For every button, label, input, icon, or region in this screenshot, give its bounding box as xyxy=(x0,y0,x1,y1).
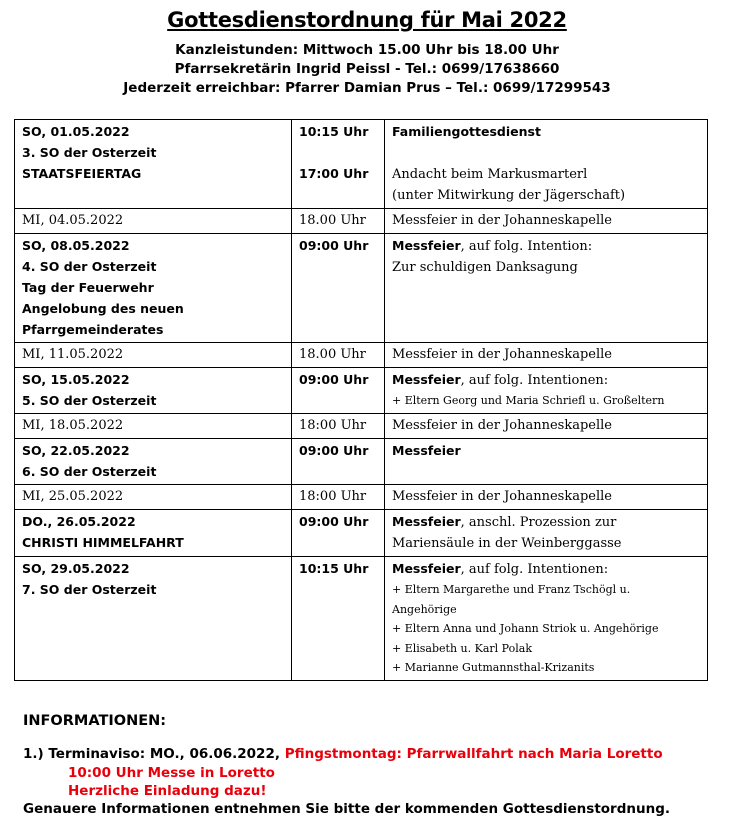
event-line: Messfeier in der Johanneskapelle xyxy=(392,347,612,362)
event-title: Messfeier xyxy=(392,238,461,253)
date-cell xyxy=(15,485,292,510)
event-cell xyxy=(385,414,708,439)
info-red-line-2: 10:00 Uhr Messe in Loretto xyxy=(68,765,275,781)
event-cell xyxy=(385,557,708,681)
date-text: MI, 18.05.2022 xyxy=(22,418,124,433)
time-cell xyxy=(292,414,385,439)
intention-line: + Marianne Gutmannsthal-Krizanits xyxy=(392,661,595,674)
event-title: Messfeier xyxy=(392,561,461,576)
date-cell xyxy=(15,510,292,557)
event-cell xyxy=(385,485,708,510)
event-cell xyxy=(385,439,708,485)
date-cell xyxy=(15,414,292,439)
info-item-highlight: Pfingstmontag: Pfarrwallfahrt nach Maria Loretto xyxy=(284,746,663,762)
intention-line: + Eltern Georg und Maria Schriefl u. Großeltern xyxy=(392,394,665,407)
time-cell xyxy=(292,234,385,343)
day-description: 3. SO der Osterzeit xyxy=(22,145,157,160)
day-description: 4. SO der Osterzeit xyxy=(22,259,157,274)
date-text: SO, 15.05.2022 xyxy=(22,372,130,387)
table-row xyxy=(15,209,708,234)
table-row xyxy=(15,510,708,557)
event-suffix: , anschl. Prozession zur xyxy=(460,515,617,530)
date-text: SO, 29.05.2022 xyxy=(22,561,130,576)
time-cell xyxy=(292,510,385,557)
intention-line: + Eltern Margarethe und Franz Tschögl u. xyxy=(392,583,631,596)
event-suffix: , auf folg. Intentionen: xyxy=(460,373,609,388)
table-row xyxy=(15,439,708,485)
info-red-line-3: Herzliche Einladung dazu! xyxy=(68,783,267,799)
time-cell xyxy=(292,485,385,510)
event-heading xyxy=(392,440,701,462)
day-description: 5. SO der Osterzeit xyxy=(22,393,157,408)
page-title: Gottesdienstordnung für Mai 2022 xyxy=(167,8,567,32)
event-suffix: , auf folg. Intention: xyxy=(460,239,593,254)
table-row xyxy=(15,557,708,681)
time-cell xyxy=(292,209,385,234)
priest-contact: Jederzeit erreichbar: Pfarrer Damian Prus – Tel.: 0699/17299543 xyxy=(123,80,611,96)
time-text: 09:00 Uhr xyxy=(299,372,369,387)
table-row xyxy=(15,368,708,414)
event-heading xyxy=(392,511,701,533)
table-row xyxy=(15,120,708,209)
event-line: Messfeier in der Johanneskapelle xyxy=(392,213,612,228)
date-cell xyxy=(15,368,292,414)
event-line: Mariensäule in der Weinberggasse xyxy=(392,536,622,551)
time-text: 18.00 Uhr xyxy=(299,213,366,228)
time-text: 10:15 Uhr xyxy=(299,561,369,576)
day-description: CHRISTI HIMMELFAHRT xyxy=(22,535,184,550)
date-text: SO, 08.05.2022 xyxy=(22,238,130,253)
day-description: 6. SO der Osterzeit xyxy=(22,464,157,479)
office-hours: Kanzleistunden: Mittwoch 15.00 Uhr bis 18.00 Uhr xyxy=(175,42,559,58)
info-item-1 xyxy=(23,746,663,762)
schedule-table xyxy=(14,119,708,681)
day-description: Pfarrgemeinderates xyxy=(22,322,164,337)
event-cell xyxy=(385,209,708,234)
date-text: MI, 11.05.2022 xyxy=(22,347,124,362)
table-row xyxy=(15,485,708,510)
time-text: 17:00 Uhr xyxy=(299,166,369,181)
date-text: DO., 26.05.2022 xyxy=(22,514,136,529)
event-line: (unter Mitwirkung der Jägerschaft) xyxy=(392,188,626,203)
date-cell xyxy=(15,120,292,209)
event-title: Familiengottesdienst xyxy=(392,124,541,139)
time-text: 10:15 Uhr xyxy=(299,124,369,139)
date-text: MI, 25.05.2022 xyxy=(22,489,124,504)
date-cell xyxy=(15,209,292,234)
event-cell xyxy=(385,343,708,368)
event-cell xyxy=(385,120,708,209)
event-heading xyxy=(392,121,701,143)
event-cell xyxy=(385,510,708,557)
event-suffix: , auf folg. Intentionen: xyxy=(460,562,609,577)
date-cell xyxy=(15,439,292,485)
time-cell xyxy=(292,343,385,368)
table-row xyxy=(15,234,708,343)
time-cell xyxy=(292,439,385,485)
info-heading: INFORMATIONEN: xyxy=(23,713,167,729)
event-line: Andacht beim Markusmarterl xyxy=(392,167,588,182)
date-cell xyxy=(15,557,292,681)
table-row xyxy=(15,414,708,439)
time-text: 09:00 Uhr xyxy=(299,238,369,253)
event-title: Messfeier xyxy=(392,443,461,458)
event-line: Messfeier in der Johanneskapelle xyxy=(392,489,612,504)
day-description: STAATSFEIERTAG xyxy=(22,166,142,181)
event-title: Messfeier xyxy=(392,372,461,387)
date-text: SO, 01.05.2022 xyxy=(22,124,130,139)
day-description: 7. SO der Osterzeit xyxy=(22,582,157,597)
event-heading xyxy=(392,235,701,257)
intention-line: + Elisabeth u. Karl Polak xyxy=(392,641,532,655)
time-text: 18.00 Uhr xyxy=(299,347,366,362)
intention-line: Angehörige xyxy=(392,602,457,616)
date-cell xyxy=(15,234,292,343)
event-cell xyxy=(385,234,708,343)
time-cell xyxy=(292,557,385,681)
event-line: Zur schuldigen Danksagung xyxy=(392,260,578,275)
event-cell xyxy=(385,368,708,414)
time-text: 09:00 Uhr xyxy=(299,443,369,458)
day-description: Tag der Feuerwehr xyxy=(22,280,154,295)
info-item-prefix: 1.) Terminaviso: MO., 06.06.2022, xyxy=(23,746,280,762)
date-cell xyxy=(15,343,292,368)
date-text: SO, 22.05.2022 xyxy=(22,443,130,458)
event-heading xyxy=(392,558,701,580)
secretary-contact: Pfarrsekretärin Ingrid Peissl - Tel.: 0699/17638660 xyxy=(174,61,560,77)
info-footer: Genauere Informationen entnehmen Sie bitte der kommenden Gottesdienstordnung. xyxy=(23,801,670,817)
table-row xyxy=(15,343,708,368)
event-title: Messfeier xyxy=(392,514,461,529)
time-cell xyxy=(292,120,385,209)
day-description: Angelobung des neuen xyxy=(22,301,184,316)
time-text: 09:00 Uhr xyxy=(299,514,369,529)
time-cell xyxy=(292,368,385,414)
date-text: MI, 04.05.2022 xyxy=(22,213,124,228)
time-text: 18:00 Uhr xyxy=(299,489,367,504)
intention-line: + Eltern Anna und Johann Striok u. Angehörige xyxy=(392,622,659,635)
event-line: Messfeier in der Johanneskapelle xyxy=(392,418,612,433)
event-heading xyxy=(392,369,701,391)
time-text: 18:00 Uhr xyxy=(299,418,367,433)
